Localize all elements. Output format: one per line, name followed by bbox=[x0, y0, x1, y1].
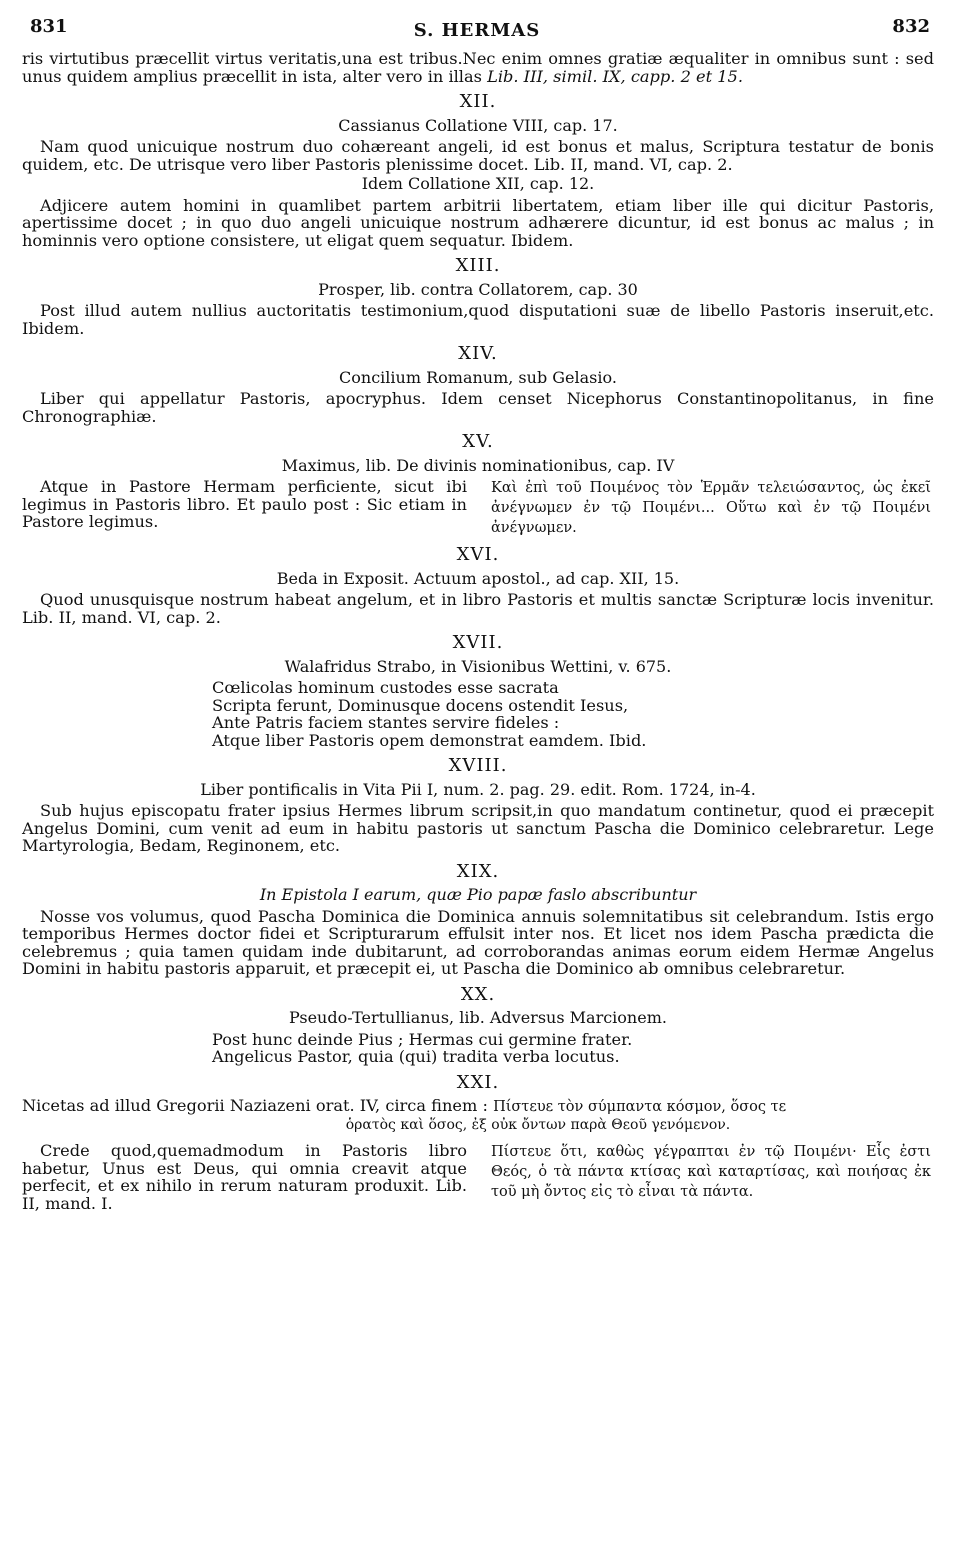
section-numeral-19: XIX. bbox=[456, 860, 500, 882]
source-concilium: Concilium Romanum, sub Gelasio. bbox=[339, 367, 617, 387]
greek-column: Καὶ ἐπὶ τοῦ Ποιμένος τὸν Ἑρμᾶν τελειώσαντος, ὡς ἐκεῖ ἀνέγνωμεν ἐν τῷ Ποιμένι... Οὕτω καὶ ἐν τῷ Ποιμένι ἀνέγνωμεν. bbox=[491, 480, 931, 536]
nicetas-greek-heading: Πίστευε τὸν σύμπαντα κόσμον, ὅσος τε bbox=[493, 1099, 787, 1115]
section-numeral-15: XV. bbox=[462, 431, 494, 452]
source-cassianus-8: Cassianus Collatione VIII, cap. 17. bbox=[338, 115, 618, 135]
verse-line: Scripta ferunt, Dominusque docens ostendit Iesus, bbox=[212, 695, 629, 715]
paragraph-prosper: Post illud autem nullius auctoritatis testimonium,quod disputationi suæ de libello Pastoris inseruit,etc. Ibidem. bbox=[22, 301, 934, 338]
latin-column: Crede quod,quemadmodum in Pastoris libro habetur, Unus est Deus, qui omnia creavit atque perfecit, et ex nihilo in rerum naturam produxit. Lib. II, mand. I. bbox=[22, 1141, 467, 1213]
paragraph-epistola: Nosse vos volumus, quod Pascha Dominica die Dominica annuis solemnitatibus sit celebrandum. Istis ergo temporibus Hermes doctor fidei et Scripturarum effulsit inter nos. Et licet nos idem Pascha prædicta die celebremus ; quia tamen quidam inde dubitarunt, ad corroborandas animas eorum eidem Hermæ Angelus Domini in habitu pastoris apparuit, et præcepit ei, ut Pascha die Dominico ab omnibus celebraretur. bbox=[22, 906, 934, 978]
source-pseudo-tertullianus: Pseudo-Tertullianus, lib. Adversus Marcionem. bbox=[289, 1008, 667, 1027]
paragraph-idem-12: Adjicere autem homini in quamlibet partem arbitrii libertatem, etiam liber ille qui dicitur Pastoris, apertissime docet ; in quo duo angeli unicuique nostrum adhærere dicuntur, id est bonus ac malus ; in hominnis vero optione consistere, ut eligat quem sequatur. Ibidem. bbox=[22, 195, 934, 250]
latin-column: Atque in Pastore Hermam perficiente, sicut ibi legimus in Pastoris libro. Et paulo post : Sic etiam in Pastore legimus. bbox=[22, 477, 467, 531]
verse-pseudo-tertullianus bbox=[212, 1031, 934, 1066]
verse-line: Post hunc deinde Pius ; Hermas cui germine frater. bbox=[212, 1029, 633, 1049]
running-title: S. HERMAS bbox=[413, 20, 541, 41]
section-numeral-13: XIII. bbox=[455, 255, 501, 276]
section-numeral-20: XX. bbox=[460, 983, 496, 1005]
verse-walafridus bbox=[212, 679, 934, 749]
section-numeral-12: XII. bbox=[459, 91, 497, 112]
intro-paragraph bbox=[22, 50, 934, 85]
nicetas-latin-heading: Nicetas ad illud Gregorii Naziazeni orat. IV, circa finem : bbox=[22, 1096, 488, 1115]
verse-line: Angelicus Pastor, quia (qui) tradita verba locutus. bbox=[212, 1047, 620, 1066]
source-idem-12: Idem Collatione XII, cap. 12. bbox=[361, 174, 595, 193]
paragraph-liber-pontificalis: Sub hujus episcopatu frater ipsius Hermes librum scripsit,in quo mandatum continetur, quod ei præcepit Angelus Domini, cum venit ad eum in habitu pastoris ut sanctum Pascha die Dominico celebraretur. Lege Martyrologia, Bedam, Reginonem, etc. bbox=[22, 801, 934, 855]
paragraph-beda: Quod unusquisque nostrum habeat angelum, et in libro Pastoris et multis sanctæ Scripturæ locis invenitur. Lib. II, mand. VI, cap. 2. bbox=[22, 590, 934, 627]
intro-text: ris virtutibus præcellit virtus veritatis,una est tribus.Nec enim omnes gratiæ æqualiter in omnibus sunt : sed unus quidem amplius præcellit in ista, alter vero in illas bbox=[22, 49, 934, 86]
section-numeral-14: XIV. bbox=[458, 343, 498, 364]
source-nicetas bbox=[22, 1097, 934, 1134]
source-epistola bbox=[22, 886, 934, 904]
source-prosper: Prosper, lib. contra Collatorem, cap. 30 bbox=[318, 279, 638, 299]
nicetas-greek-heading-cont: ὁρατὸς καὶ ὅσος, ἐξ οὐκ ὄντων παρὰ Θεοῦ γενόμενον. bbox=[345, 1117, 731, 1133]
source-liber-pontificalis: Liber pontificalis in Vita Pii I, num. 2. pag. 29. edit. Rom. 1724, in-4. bbox=[200, 779, 756, 799]
source-beda: Beda in Exposit. Actuum apostol., ad cap. XII, 15. bbox=[276, 568, 680, 588]
verse-line: Ante Patris faciem stantes servire fideles : bbox=[212, 713, 560, 732]
intro-ref: Lib. III, simil. IX, capp. 2 et 15. bbox=[487, 66, 743, 86]
paragraph-cassianus-8: Nam quod unicuique nostrum duo cohæreant angeli, id est bonus et malus, Scriptura testatur de bonis quidem, etc. De utrisque vero liber Pastoris plenissime docet. Lib. II, mand. VI, cap. 2. bbox=[22, 137, 934, 174]
section-numeral-16: XVI. bbox=[456, 544, 500, 565]
paragraph-concilium: Liber qui appellatur Pastoris, apocryphus. Idem censet Nicephorus Constantinopolitanus, in fine Chronographiæ. bbox=[22, 389, 934, 426]
section-numeral-17: XVII. bbox=[452, 632, 504, 653]
section-numeral-18: XVIII. bbox=[448, 755, 508, 776]
page-number-left: 831 bbox=[30, 16, 68, 37]
page-body bbox=[22, 50, 934, 1214]
source-maximus: Maximus, lib. De divinis nominationibus, cap. IV bbox=[281, 455, 675, 475]
verse-line: Cœlicolas hominum custodes esse sacrata bbox=[212, 678, 559, 697]
page-number-right: 832 bbox=[892, 16, 930, 37]
source-epistola-text: In Epistola I earum, quæ Pio papæ faslo abscribuntur bbox=[259, 885, 697, 904]
source-walafridus: Walafridus Strabo, in Visionibus Wettini, v. 675. bbox=[284, 656, 672, 676]
page-header bbox=[0, 16, 954, 46]
parallel-nicetas bbox=[22, 1142, 934, 1212]
parallel-maximus bbox=[22, 478, 934, 538]
verse-line: Atque liber Pastoris opem demonstrat eamdem. Ibid. bbox=[212, 730, 647, 750]
greek-column: Πίστευε ὅτι, καθὼς γέγραπται ἐν τῷ Ποιμένι· Εἷς ἐστι Θεός, ὁ τὰ πάντα κτίσας καὶ καταρτίσας, καὶ ποιήσας ἐκ τοῦ μὴ ὄντος εἰς τὸ εἶναι τὰ πάντα. bbox=[491, 1144, 931, 1200]
section-numeral-21: XXI. bbox=[456, 1071, 500, 1093]
